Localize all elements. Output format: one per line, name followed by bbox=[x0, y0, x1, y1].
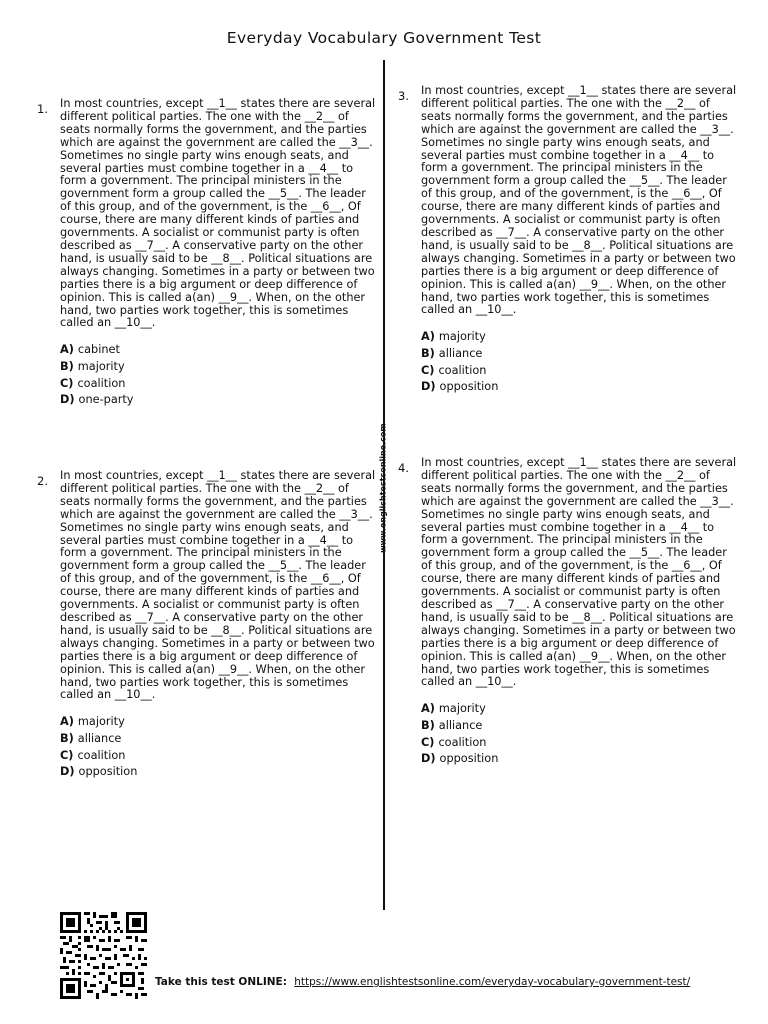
question-4 bbox=[398, 456, 741, 768]
option-text: opposition bbox=[439, 752, 499, 766]
option-c[interactable] bbox=[60, 748, 380, 765]
option-letter: C) bbox=[60, 376, 74, 390]
option-list bbox=[421, 701, 741, 767]
option-text: majority bbox=[438, 330, 486, 344]
option-text: majority bbox=[438, 702, 486, 716]
option-letter: D) bbox=[60, 765, 75, 779]
question-number: 1. bbox=[37, 102, 48, 116]
side-url-text: www.englishtestsonline.com bbox=[378, 422, 388, 553]
option-letter: D) bbox=[60, 393, 75, 407]
option-text: coalition bbox=[77, 748, 126, 762]
option-letter: C) bbox=[421, 735, 435, 749]
option-letter: D) bbox=[421, 380, 436, 394]
test-online-link[interactable]: https://www.englishtestsonline.com/everyday-vocabulary-government-test/ bbox=[294, 976, 691, 988]
option-a[interactable] bbox=[60, 714, 380, 731]
option-b[interactable] bbox=[421, 346, 741, 363]
option-letter: B) bbox=[60, 359, 74, 373]
option-text: coalition bbox=[77, 376, 126, 390]
footer bbox=[155, 976, 690, 988]
option-text: coalition bbox=[438, 735, 487, 749]
question-passage: In most countries, except __1__ states there are several different political parties. The one with the __2__ of seats normally forms the government, and the parties which are against the government are called the __3__. Sometimes no single party wins enough seats, and several parties must combine together in a __4__ to form a government. The principal ministers in the government form a group called the __5__. The leader of this group, and of the government, is the __6__, Of course, there are many different kinds of parties and governments. A socialist or communist party is often described as __7__. A conservative party on the other hand, is usually said to be __8__. Political situations are always changing. Sometimes in a party or between two parties there is a big argument or deep difference of opinion. This is called a(an) __9__. When, on the other hand, two parties work together, this is sometimes called an __10__. bbox=[60, 469, 376, 702]
option-letter: A) bbox=[421, 702, 435, 716]
option-text: alliance bbox=[438, 718, 483, 732]
question-number: 4. bbox=[398, 461, 409, 475]
option-text: alliance bbox=[77, 731, 122, 745]
question-3 bbox=[398, 84, 741, 396]
question-2 bbox=[37, 469, 380, 781]
option-list bbox=[60, 714, 380, 780]
question-passage: In most countries, except __1__ states there are several different political parties. The one with the __2__ of seats normally forms the government, and the parties which are against the government are called the __3__. Sometimes no single party wins enough seats, and several parties must combine together in a __4__ to form a government. The principal ministers in the government form a group called the __5__. The leader of this group, and of the government, is the __6__, Of course, there are many different kinds of parties and governments. A socialist or communist party is often described as __7__. A conservative party on the other hand, is usually said to be __8__. Political situations are always changing. Sometimes in a party or between two parties there is a big argument or deep difference of opinion. This is called a(an) __9__. When, on the other hand, two parties work together, this is sometimes called an __10__. bbox=[60, 97, 376, 330]
qr-code-icon bbox=[60, 912, 147, 999]
option-letter: C) bbox=[421, 363, 435, 377]
option-d[interactable] bbox=[421, 379, 741, 396]
option-a[interactable] bbox=[421, 701, 741, 718]
question-number: 2. bbox=[37, 474, 48, 488]
option-letter: B) bbox=[421, 718, 435, 732]
option-text: majority bbox=[77, 715, 125, 729]
option-c[interactable] bbox=[421, 735, 741, 752]
question-number: 3. bbox=[398, 89, 409, 103]
option-d[interactable] bbox=[60, 764, 380, 781]
option-list bbox=[421, 329, 741, 395]
option-a[interactable] bbox=[421, 329, 741, 346]
question-1 bbox=[37, 97, 380, 409]
question-passage: In most countries, except __1__ states there are several different political parties. The one with the __2__ of seats normally forms the government, and the parties which are against the government are called the __3__. Sometimes no single party wins enough seats, and several parties must combine together in a __4__ to form a government. The principal ministers in the government form a group called the __5__. The leader of this group, and of the government, is the __6__, Of course, there are many different kinds of parties and governments. A socialist or communist party is often described as __7__. A conservative party on the other hand, is usually said to be __8__. Political situations are always changing. Sometimes in a party or between two parties there is a big argument or deep difference of opinion. This is called a(an) __9__. When, on the other hand, two parties work together, this is sometimes called an __10__. bbox=[421, 456, 737, 689]
option-letter: C) bbox=[60, 748, 74, 762]
option-text: one-party bbox=[78, 393, 134, 407]
page-title: Everyday Vocabulary Government Test bbox=[226, 29, 542, 47]
option-d[interactable] bbox=[421, 751, 741, 768]
option-letter: A) bbox=[60, 715, 74, 729]
footer-label: Take this test ONLINE: bbox=[155, 976, 287, 988]
option-b[interactable] bbox=[60, 359, 380, 376]
option-list bbox=[60, 342, 380, 408]
question-passage: In most countries, except __1__ states there are several different political parties. The one with the __2__ of seats normally forms the government, and the parties which are against the government are called the __3__. Sometimes no single party wins enough seats, and several parties must combine together in a __4__ to form a government. The principal ministers in the government form a group called the __5__. The leader of this group, and of the government, is the __6__, Of course, there are many different kinds of parties and governments. A socialist or communist party is often described as __7__. A conservative party on the other hand, is usually said to be __8__. Political situations are always changing. Sometimes in a party or between two parties there is a big argument or deep difference of opinion. This is called a(an) __9__. When, on the other hand, two parties work together, this is sometimes called an __10__. bbox=[421, 84, 737, 317]
option-letter: B) bbox=[421, 346, 435, 360]
option-d[interactable] bbox=[60, 392, 380, 409]
option-text: alliance bbox=[438, 346, 483, 360]
option-c[interactable] bbox=[421, 363, 741, 380]
option-text: cabinet bbox=[77, 343, 120, 357]
option-text: opposition bbox=[439, 380, 499, 394]
option-text: opposition bbox=[78, 765, 138, 779]
option-b[interactable] bbox=[60, 731, 380, 748]
option-text: coalition bbox=[438, 363, 487, 377]
option-letter: B) bbox=[60, 731, 74, 745]
option-letter: D) bbox=[421, 752, 436, 766]
option-text: majority bbox=[77, 359, 125, 373]
option-a[interactable] bbox=[60, 342, 380, 359]
option-c[interactable] bbox=[60, 376, 380, 393]
option-letter: A) bbox=[421, 330, 435, 344]
option-letter: A) bbox=[60, 343, 74, 357]
option-b[interactable] bbox=[421, 718, 741, 735]
